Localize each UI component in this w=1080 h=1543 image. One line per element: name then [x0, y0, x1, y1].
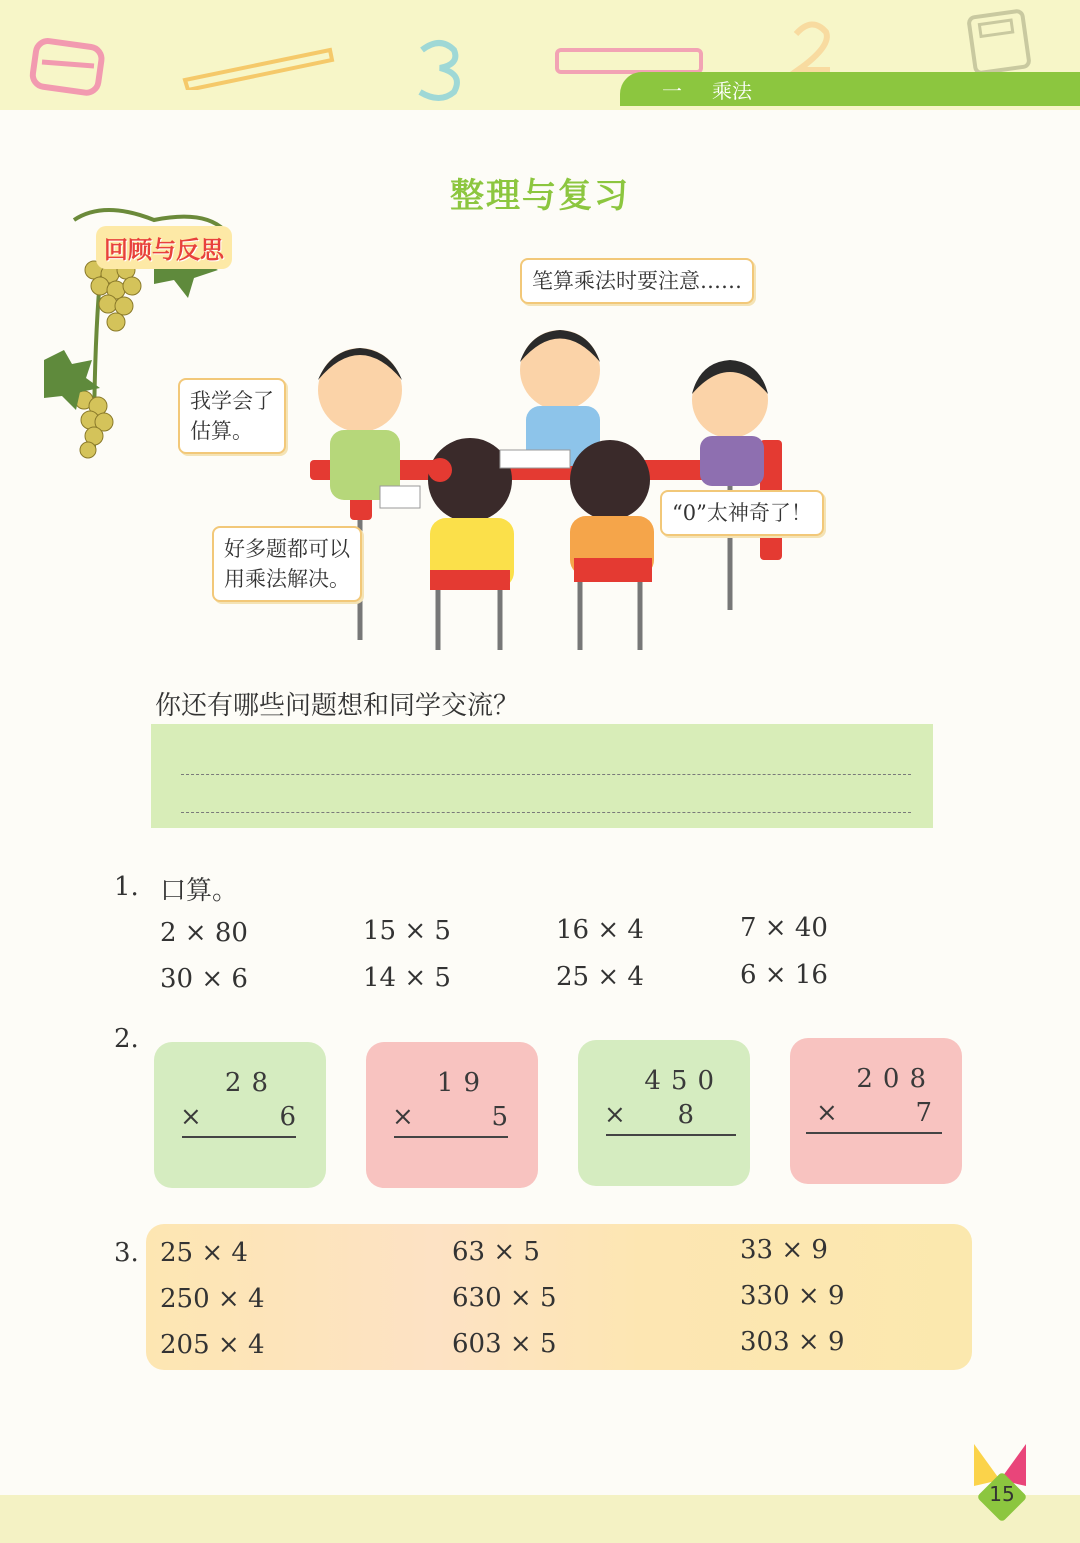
number-two-icon [788, 16, 838, 76]
expression: 16 × 4 [556, 915, 644, 945]
discussion-question: 你还有哪些问题想和同学交流？ [155, 691, 520, 721]
speech-text: 估算。 [190, 419, 253, 443]
ruler-icon [180, 30, 340, 90]
question-title: 口算。 [160, 876, 239, 906]
answer-area[interactable] [151, 724, 933, 828]
expression: 6 × 16 [740, 960, 828, 990]
question-number: 2. [114, 1024, 139, 1054]
children-discussion-illustration [290, 310, 810, 660]
result-line [182, 1136, 296, 1138]
speech-bubble-zero [660, 490, 824, 536]
expression: 250 × 4 [160, 1284, 265, 1314]
times-sign: × [392, 1102, 414, 1132]
multiplier: 8 [677, 1100, 694, 1130]
expression: 63 × 5 [452, 1237, 540, 1267]
expression: 15 × 5 [363, 916, 451, 946]
question-number: 3. [114, 1238, 139, 1268]
vertical-multiplication-card [154, 1042, 326, 1188]
multiplier: 7 [915, 1098, 932, 1128]
vertical-multiplication-card [790, 1038, 962, 1184]
speech-bubble-multiplication [212, 526, 362, 602]
times-sign: × [180, 1102, 202, 1132]
expression: 7 × 40 [740, 913, 828, 943]
speech-text: “0”太神奇了！ [672, 501, 812, 525]
multiplicand: 208 [856, 1064, 936, 1094]
calculation-group-box [146, 1224, 972, 1370]
expression: 30 × 6 [160, 964, 248, 994]
question-number: 1. [114, 872, 139, 902]
expression: 603 × 5 [452, 1329, 557, 1359]
times-sign: × [604, 1100, 626, 1130]
calculator-icon [966, 8, 1036, 72]
result-line [806, 1132, 942, 1134]
answer-line [181, 774, 911, 775]
speech-bubble-estimation [178, 378, 286, 454]
multiplicand: 450 [644, 1066, 724, 1096]
footer-band [0, 1495, 1080, 1543]
chapter-tab [620, 72, 1080, 106]
page-number: 15 [989, 1482, 1015, 1506]
section-title: 整理与复习 [450, 176, 630, 216]
chapter-number: 一 [662, 78, 682, 103]
times-sign: × [816, 1098, 838, 1128]
expression: 25 × 4 [556, 962, 644, 992]
number-three-icon [410, 36, 470, 102]
eraser-icon [28, 36, 108, 100]
expression: 14 × 5 [363, 963, 451, 993]
multiplicand: 28 [224, 1068, 278, 1098]
result-line [606, 1134, 736, 1136]
speech-text: 我学会了 [190, 389, 274, 413]
multiplier: 6 [279, 1102, 296, 1132]
chapter-title: 乘法 [712, 78, 752, 103]
vertical-multiplication-card [578, 1040, 750, 1186]
result-line [394, 1136, 508, 1138]
expression: 630 × 5 [452, 1283, 557, 1313]
speech-text: 用乘法解决。 [224, 567, 350, 591]
expression: 25 × 4 [160, 1238, 248, 1268]
expression: 33 × 9 [740, 1235, 828, 1265]
expression: 303 × 9 [740, 1327, 845, 1357]
review-badge: 回顾与反思 [96, 226, 232, 269]
speech-bubble-teacher [520, 258, 754, 304]
speech-text: 笔算乘法时要注意…… [532, 269, 742, 293]
multiplier: 5 [491, 1102, 508, 1132]
expression: 205 × 4 [160, 1330, 265, 1360]
multiplicand: 19 [436, 1068, 490, 1098]
speech-text: 好多题都可以 [224, 537, 350, 561]
expression: 2 × 80 [160, 918, 248, 948]
vertical-multiplication-card [366, 1042, 538, 1188]
expression: 330 × 9 [740, 1281, 845, 1311]
answer-line [181, 812, 911, 813]
